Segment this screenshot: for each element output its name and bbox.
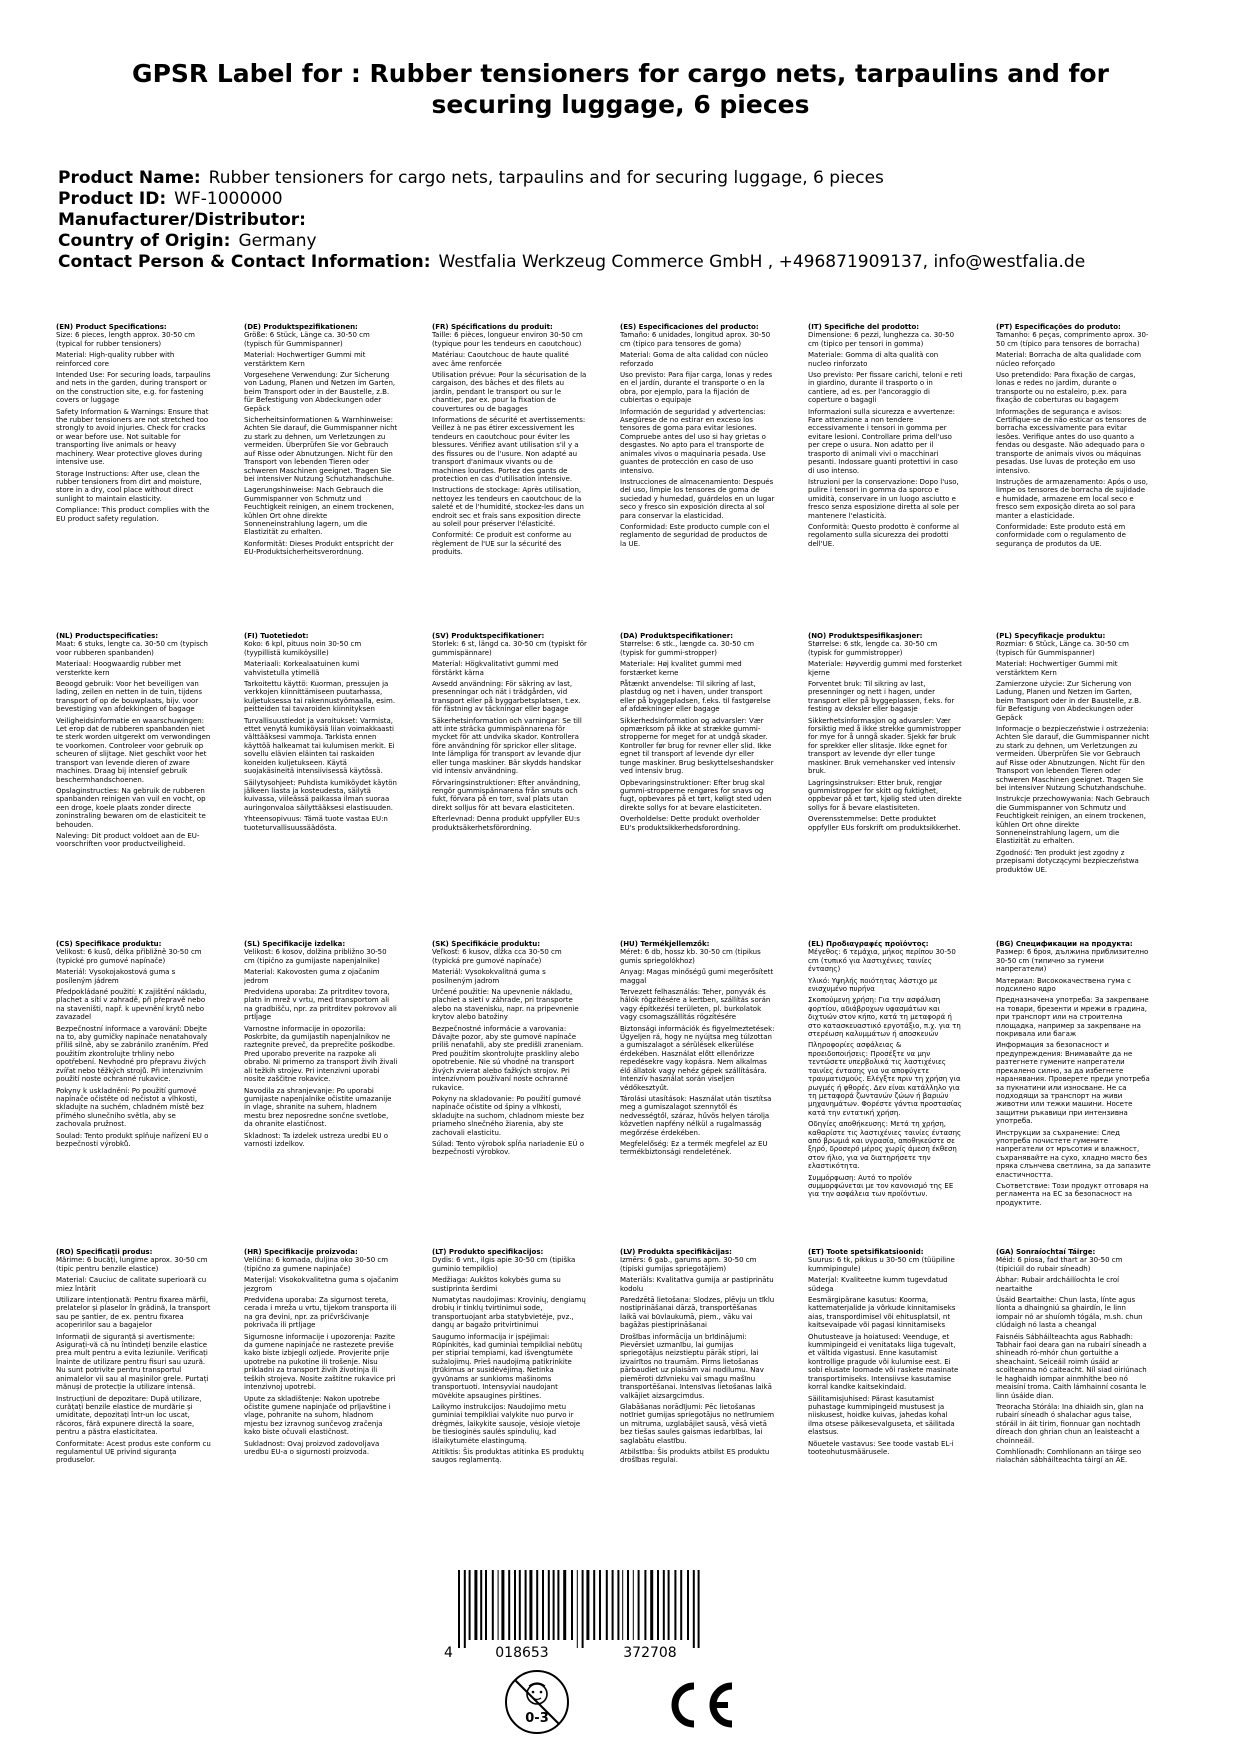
language-paragraph: Informazioni sulla sicurezza e avvertenze: Fare attenzione a non tendere eccessivamente i tensori in gomma per evitare lesioni. Controllare prima dell'uso per crepe o usura. Non adatto per il trasporto di animali vivi o macchinari pesanti. Indossare guanti protettivi in caso di uso intenso.: [808, 407, 958, 475]
language-heading: (CS) Specifikace produktu:: [56, 940, 162, 948]
language-paragraph: Atbilstība: Šis produkts atbilst ES produktu drošības regulai.: [620, 1447, 770, 1465]
barcode-bar: [469, 1570, 471, 1640]
product-id-value: WF-1000000: [174, 189, 283, 209]
language-paragraph: Intended Use: For securing loads, tarpaulins and nets in the garden, during transport or on the construction site, e.g. for fastening covers or luggage: [56, 371, 211, 405]
language-paragraph: Storlek: 6 st, längd ca. 30-50 cm (typiskt för gummispännare): [432, 640, 587, 657]
language-block: [620, 940, 775, 1160]
barcode-bar: [557, 1570, 559, 1640]
barcode-bar: [606, 1570, 608, 1640]
language-paragraph: Förvaringsinstruktioner: Efter användning, rengör gummispännarena från smuts och fukt, förvara på en torr, sval plats utan direkt solljus för att bevara elasticiteten.: [432, 778, 581, 812]
language-block: [56, 1248, 211, 1468]
barcode-bar: [501, 1570, 504, 1640]
contact-value: Westfalia Werkzeug Commerce GmbH , +496871909137, info@westfalia.de: [438, 252, 1086, 272]
language-block: [620, 632, 775, 835]
language-block: [808, 323, 963, 551]
language-paragraph: Informații de siguranță și avertismente: Asigurați-vă că nu întindeți benzile elastice prea mult pentru a evita leziunile. Verificați înainte de utilizare pentru fisuri sau uzură. Nu sunt potrivite pentru transportul animalelor vii sau al mașinilor grele. Purtați mănuși de protecție la utilizare intensă.: [56, 1332, 209, 1392]
language-block: [808, 1248, 963, 1459]
language-paragraph: Οδηγίες αποθήκευσης: Μετά τη χρήση, καθαρίστε τις λαστιχένιες ταινίες έντασης από βρωμιά και υγρασία, αποθηκεύστε σε ξηρό, δροσερό μέρος χωρίς άμεση έκθεση στον ήλιο, για να διατηρήσετε την ελαστικότητα.: [808, 1120, 962, 1171]
language-paragraph: Méid: 6 píosa, fad thart ar 30-50 cm (tipiciúil do rubair síneadh): [996, 1256, 1123, 1273]
language-heading: (IT) Specifiche del prodotto:: [808, 323, 920, 331]
barcode-bar: [687, 1570, 689, 1640]
language-paragraph: Informacje o bezpieczeństwie i ostrzeżenia: Achten Sie darauf, die Gummispanner nicht zu stark zu dehnen, um Verletzungen zu vermeiden. Überprüfen Sie vor Gebrauch auf Risse oder Abnutzungen. Nicht für den Transport von lebenden Tieren oder schweren Maschinen geeignet. Tragen Sie bei intensiver Nutzung Schutzhandschuhe.: [996, 725, 1150, 792]
language-paragraph: Sikkerhetsinformasjon og advarsler: Vær forsiktig med å ikke strekke gummistropper for mye for å unngå skader. Sjekk før bruk for sprekker eller slitasje. Ikke egnet for transport av levende dyr eller tunge maskiner. Bruk vernehansker ved intensiv bruk.: [808, 716, 962, 776]
language-paragraph: Πληροφορίες ασφάλειας & προειδοποιήσεις: Προσέξτε να μην τεντώσετε υπερβολικά τις λαστιχένιες ταινίες έντασης για να αποφύγετε τραυματισμούς. Ελέγξτε πριν τη χρήση για ρωγμές ή φθορές. Δεν είναι κατάλληλο για τη μεταφορά ζωντανών ζώων ή βαριών μηχανημάτων. Φορέστε γάντια προστασίας κατά την εντατική χρήση.: [808, 1041, 962, 1117]
language-paragraph: Paredzētā lietošana: Slodzes, plēvju un tīklu nostiprināšanai dārzā, transportēšanas laikā vai būvlaukumā, piem., vāku vai bagāžas piestiprināšanai: [620, 1296, 775, 1330]
language-paragraph: Rozmiar: 6 Stück, Länge ca. 30-50 cm (typisch für Gummispanner): [996, 640, 1129, 657]
language-heading: (HU) Termékjellemzők:: [620, 940, 710, 948]
language-heading: (LV) Produkta specifikācijas:: [620, 1248, 732, 1256]
barcode-bar: [693, 1570, 695, 1648]
language-heading: (ET) Toote spetsifikatsioonid:: [808, 1248, 924, 1256]
language-heading: (ES) Especificaciones del producto:: [620, 323, 759, 331]
language-paragraph: Drošības informācija un brīdinājumi: Pievērsiet uzmanību, lai gumijas spriegotājus neizstieptu pārāk stipri, lai izvairītos no traumām. Pirms lietošanas pārbaudiet uz plaisām vai nodilumu. Nav piemēroti dzīvnieku vai smagu mašīnu transportēšanai. Intensīvas lietošanas laikā valkājiet aizsargcimdus.: [620, 1332, 772, 1400]
language-heading: (LT) Produkto specifikacijos:: [432, 1248, 544, 1256]
barcode-bar: [542, 1570, 544, 1640]
country-value: Germany: [238, 231, 317, 251]
language-paragraph: Súlad: Tento výrobok spĺňa nariadenie EÚ o bezpečnosti výrobkov.: [432, 1139, 585, 1157]
barcode-bar: [657, 1570, 659, 1640]
language-paragraph: Instrucțiuni de depozitare: După utilizare, curățați benzile elastice de murdărie și umiditate, depozitați într-un loc uscat, răcoros, fără expunere directă la soare, pentru a păstra elasticitatea.: [56, 1394, 202, 1437]
language-paragraph: Konformität: Dieses Produkt entspricht der EU-Produktsicherheitsverordnung.: [244, 539, 394, 557]
language-paragraph: Laikymo instrukcijos: Naudojimo metu guminiai tempikliai valykite nuo purvo ir drėgmės, laikykite sausoje, vėsioje vietoje be tiesioginės saulės spindulių, kad išlaikytumėte elastingumą.: [432, 1402, 581, 1445]
language-paragraph: Información de seguridad y advertencias: Asegúrese de no estirar en exceso los tensores de goma para evitar lesiones. Compruebe antes del uso si hay grietas o desgastes. No apto para el transporte de animales vivos o maquinaria pesada. Use guantes de protección en caso de uso intensivo.: [620, 407, 766, 475]
barcode-bars: [458, 1570, 700, 1648]
language-paragraph: Comhlíonadh: Comhlíonann an táirge seo rialachán sábháilteachta táirgí an AE.: [996, 1447, 1142, 1465]
language-paragraph: Utilizare intenționată: Pentru fixarea mărfii, prelatelor și plaselor în grădină, la transport sau pe șantier, de ex. pentru fixarea acoperirilor sau a bagajelor: [56, 1296, 211, 1330]
language-block: [432, 940, 587, 1160]
language-block: [996, 1248, 1151, 1468]
barcode-bar: [464, 1570, 466, 1648]
language-paragraph: Beoogd gebruik: Voor het beveiligen van lading, zeilen en netten in de tuin, tijdens transport of op de bouwplaats, bijv. voor bevestiging van afdekkingen of bagage: [56, 680, 203, 714]
barcode-bar: [480, 1570, 482, 1640]
language-block: [244, 323, 399, 560]
language-heading: (NL) Productspecificaties:: [56, 632, 159, 640]
language-paragraph: Turvallisuustiedot ja varoitukset: Varmista, ettet venytä kumiköysiä liian voimakkaasti välttääksesi vammoja. Tarkista ennen käyttöä halkeamat tai kulumisen merkit. Ei sovellu elävien eläinten tai raskaiden koneiden kuljetukseen. Käytä suojakäsineitä intensiivisessä käytössä.: [244, 716, 395, 776]
language-paragraph: Sukladnost: Ovaj proizvod zadovoljava uredbu EU-a o sigurnosti proizvoda.: [244, 1439, 380, 1456]
barcode-bar: [593, 1570, 595, 1640]
language-heading: (DA) Produktspecifikationer:: [620, 632, 734, 640]
language-paragraph: Storage Instructions: After use, clean the rubber tensioners from dirt and moisture, store in a dry, cool place without direct sunlight to maintain elasticity.: [56, 469, 202, 503]
language-paragraph: Bezpečnostní informace a varování: Dbejte na to, aby gumičky napínače nenatahovaly příliš silně, aby se zabránilo zraněním. Před použitím zkontrolujte trhliny nebo opotřebení. Nevhodné pro přepravu živých zvířat nebo těžkých strojů. Při intenzivním použití noste ochranné rukavice.: [56, 1024, 209, 1084]
language-paragraph: Velikost: 6 kusů, délka přibližně 30-50 cm (typické pro gumové napínače): [56, 948, 202, 965]
language-paragraph: Materiaali: Korkealaatuinen kumi vahvistetulla ytimellä: [244, 660, 360, 677]
language-paragraph: Materiał: Hochwertiger Gummi mit verstärktem Kern: [996, 660, 1118, 677]
language-paragraph: Compliance: This product complies with the EU product safety regulation.: [56, 506, 210, 523]
language-paragraph: Tervezett felhasználás: Teher, ponyvák és hálók rögzítésére a kertben, szállítás során vagy építkezési területen, pl. burkolatok vagy csomagszállítás rögzítésére: [620, 988, 771, 1022]
language-paragraph: Overensstemmelse: Dette produktet oppfyller EUs forskrift om produktsikkerhet.: [808, 815, 961, 832]
language-paragraph: Medžiaga: Aukštos kokybės guma su sustiprinta šerdimi: [432, 1276, 561, 1293]
language-block: [620, 323, 775, 551]
language-paragraph: Съответствие: Този продукт отговаря на регламента на ЕС за безопасност на продуктите.: [996, 1181, 1149, 1207]
language-paragraph: Určené použitie: Na upevnenie nákladu, plachiet a sietí v záhrade, pri transporte alebo na stavenisku, napr. na pripevnenie krytov alebo batožiny: [432, 988, 579, 1022]
language-paragraph: Nõuetele vastavus: See toode vastab EL-i tooteohutusmääruselе.: [808, 1439, 954, 1456]
language-block: [56, 940, 211, 1151]
language-paragraph: Saugumo informacija ir įspėjimai: Rūpinkitės, kad guminiai tempikliai nebūtų per stipriai tempiami, kad išvengtumėte sužalojimų. Prieš naudojimą patikrinkite įtrūkimus ar susidėvėjimą. Netinka gyvūnams ar sunkioms mašinoms transportuoti. Intensyviai naudojant mūvėkite apsaugines pirštines.: [432, 1332, 583, 1400]
country-label: Country of Origin:: [58, 231, 231, 251]
language-block: [996, 323, 1151, 551]
barcode-bar: [650, 1570, 653, 1640]
language-paragraph: Størrelse: 6 stk., længde ca. 30-50 cm (typisk for gummi-stropper): [620, 640, 755, 657]
language-heading: (RO) Specificații produs:: [56, 1248, 153, 1256]
language-paragraph: Mărime: 6 bucăți, lungime aprox. 30-50 cm (tipic pentru benzile elastice): [56, 1256, 208, 1273]
language-paragraph: Eesmärgipärane kasutus: Koorma, kattematerjalide ja võrkude kinnitamiseks aias, transpordimisel või ehitusplatsil, nt kaitsevaipade või pagasi kinnitamiseks: [808, 1296, 956, 1330]
language-paragraph: Naleving: Dit product voldoet aan de EU-voorschriften voor productveiligheid.: [56, 831, 200, 849]
barcode-bar: [668, 1570, 670, 1640]
barcode-bar: [617, 1570, 619, 1640]
language-paragraph: Safety Information & Warnings: Ensure that the rubber tensioners are not stretched too strongly to avoid injuries. Check for cracks or wear before use. Not suitable for transporting live animals or heavy machinery. Wear protective gloves during intensive use.: [56, 407, 209, 467]
barcode-bar: [529, 1570, 532, 1640]
barcode-bar: [514, 1570, 516, 1640]
language-paragraph: Размер: 6 броя, дължина приблизително 30-50 cm (типично за гумени напрегатели): [996, 948, 1149, 974]
language-paragraph: Μέγεθος: 6 τεμάχια, μήκος περίπου 30-50 cm (τυπικό για λαστιχένιες ταινίες έντασης): [808, 948, 956, 974]
language-block: [56, 323, 211, 526]
language-heading: (PT) Especificações do produto:: [996, 323, 1121, 331]
barcode-bar: [663, 1570, 665, 1640]
product-name-value: Rubber tensioners for cargo nets, tarpaulins and for securing luggage, 6 pieces: [208, 168, 884, 188]
barcode-bar: [498, 1570, 499, 1640]
language-block: [56, 632, 211, 852]
language-paragraph: Material: Kakovosten guma z ojačanim jedrom: [244, 968, 380, 985]
language-paragraph: Säkerhetsinformation och varningar: Se till att inte sträcka gummispännarena för mycket för att undvika skador. Kontrollera före användning för sprickor eller slitage. Inte lämpliga för transport av levande djur eller tunga maskiner. Bär skydds handskar vid intensiv användning.: [432, 716, 582, 776]
language-paragraph: Lagerungshinweise: Nach Gebrauch die Gummispanner von Schmutz und Feuchtigkeit reinigen, an einem trockenen, kühlen Ort ohne direkte Sonneneinstrahlung lagern, um die Elastizität zu erhalten.: [244, 486, 394, 537]
language-paragraph: Sicherheitsinformationen & Warnhinweise: Achten Sie darauf, die Gummispanner nicht zu stark zu dehnen, um Verletzungen zu vermeiden. Überprüfen Sie vor Gebrauch auf Risse oder Abnutzungen. Nicht für den Transport von lebenden Tieren oder schweren Maschinen geeignet. Tragen Sie bei intensiver Nutzung Schutzhandschuhe.: [244, 416, 398, 483]
manufacturer-row: [58, 210, 1085, 231]
language-paragraph: Yhteensopivuus: Tämä tuote vastaa EU:n tuoteturvallisuussäädösta.: [244, 815, 388, 832]
barcode-bar: [485, 1570, 487, 1640]
language-paragraph: Предназначена употреба: За закрепване на товари, брезенти и мрежи в градина, при транспорт или на строителна площадка, например за закрепване на покривала или багаж: [996, 996, 1149, 1039]
language-paragraph: Zgodność: Ten produkt jest zgodny z przepisami dotyczącymi bezpieczeństwa produktów UE.: [996, 848, 1139, 874]
age-label: 0-3: [525, 1711, 549, 1726]
barcode-bar: [474, 1570, 477, 1640]
language-paragraph: Size: 6 pieces, length approx. 30-50 cm (typical for rubber tensioners): [56, 331, 195, 348]
language-paragraph: Velikost: 6 kosov, dolžina približno 30-50 cm (tipično za gumijaste napenjalnike): [244, 948, 387, 965]
language-paragraph: Veiligheidsinformatie en waarschuwingen: Let erop dat de rubberen spanbanden niet te sterk worden uitgerekt om verwondingen te voorkomen. Controleer voor gebruik op scheuren of slijtage. Niet geschikt voor het transport van levende dieren of zware machines. Draag bij intensief gebruik beschermhandschoenen.: [56, 716, 211, 784]
barcode-bar: [519, 1570, 521, 1640]
language-paragraph: Sigurnosne informacije i upozorenja: Pazite da gumene napinjače ne rastezete previše kako biste izbjegli ozljede. Provjerite prije upotrebe na pukotine ili trošenje. Nisu prikladni za transport živih životinja ili teških strojeva. Nosite zaštitne rukavice pri intenzivnoj upotrebi.: [244, 1332, 396, 1392]
language-paragraph: Varnostne informacije in opozorila: Poskrbite, da gumijastih napenjalnikov ne raztegnite preveč, da preprečite poškodbe. Pred uporabo preverite na razpoke ali obrabo. Ni primerno za transport živih živali ali težkih strojev. Pri intenzivni uporabi nosite zaščitne rokavice.: [244, 1024, 398, 1084]
language-paragraph: Conformité: Ce produit est conforme au règlement de l'UE sur la sécurité des produits.: [432, 531, 572, 557]
language-paragraph: Předpokládané použití: K zajištění nákladu, plachet a sítí v zahradě, při přepravě nebo na staveništi, např. k upevnění krytů nebo zavazadel: [56, 988, 207, 1022]
language-paragraph: Информация за безопасност и предупреждения: Внимавайте да не разтегнете гумените напрегатели прекалено силно, за да избегнете наранявания. Проверете преди употреба за пукнатини или износване. Не са подходящи за транспорт на живи животни или тежки машини. Носете защитни ръкавици при интензивна употреба.: [996, 1041, 1150, 1126]
barcode-bar: [698, 1570, 700, 1648]
language-heading: (NO) Produktspesifikasjoner:: [808, 632, 923, 640]
language-paragraph: Uso previsto: Para fijar carga, lonas y redes en el jardín, durante el transporte o en la obra, por ejemplo, para la fijación de cubiertas o equipaje: [620, 371, 773, 405]
barcode-bar: [644, 1570, 646, 1640]
language-block: [808, 940, 963, 1202]
language-paragraph: Avsedd användning: För säkring av last, presenningar och nät i trädgården, vid transport eller på byggarbetsplatsen, t.ex. för fästning av täckningar eller bagage: [432, 680, 581, 714]
language-paragraph: Méret: 6 db, hossz kb. 30-50 cm (tipikus gumis spriegolókhoz): [620, 948, 761, 965]
language-paragraph: Dimensione: 6 pezzi, lunghezza ca. 30-50 cm (tipico per tensori in gomma): [808, 331, 955, 348]
language-paragraph: Bezpečnostné informácie a varovania: Dávajte pozor, aby ste gumové napínače príliš nenaťahli, aby ste predišli zraneniam. Pred použitím skontrolujte praskliny alebo opotrebenie. Nie sú vhodné na transport živých zvierat alebo ťažkých strojov. Pri intenzívnom používaní noste ochranné rukavice.: [432, 1024, 584, 1092]
language-paragraph: Størrelse: 6 stk, lengde ca. 30-50 cm (typisk for gummistropper): [808, 640, 938, 657]
barcode-bar: [571, 1570, 573, 1640]
product-name-label: Product Name:: [58, 168, 201, 188]
language-heading: (SV) Produktspecifikationer:: [432, 632, 545, 640]
language-paragraph: Numatytas naudojimas: Krovinių, dengiamų drobių ir tinklų tvirtinimui sode, transportuojant arba statybvietėje, pvz., dangų ar bagažo pritvirtinimui: [432, 1296, 586, 1330]
language-block: [244, 1248, 399, 1459]
barcode-bar: [674, 1570, 676, 1640]
language-paragraph: Material: Högkvalitativt gummi med förstärkt kärna: [432, 660, 559, 677]
language-paragraph: Vorgesehene Verwendung: Zur Sicherung von Ladung, Planen und Netzen im Garten, beim Transport oder in der Baustelle, z.B. für Befestigung von Abdeckungen oder Gepäck: [244, 371, 396, 413]
language-block: [244, 632, 399, 835]
barcode-bar: [577, 1570, 578, 1648]
language-block: [996, 632, 1151, 877]
barcode-bar: [582, 1570, 584, 1648]
barcode-bar: [586, 1570, 589, 1640]
language-heading: (GA) Sonraíochtaí Táirge:: [996, 1248, 1096, 1256]
language-paragraph: Opslaginstructies: Na gebruik de rubberen spanbanden reinigen van vuil en vocht, op een droge, koele plaats zonder directe zoninstraling bewaren om de elasticiteit te behouden.: [56, 786, 206, 829]
language-paragraph: Glabāšanas norādījumi: Pēc lietošanas notīriet gumijas spriegotājus no netīrumiem un mitruma, uzglabājiet sausā, vēsā vietā bez tiešas saules gaismas iedarbības, lai saglabātu elastību.: [620, 1402, 775, 1445]
language-paragraph: Predviđena uporaba: Za sigurnost tereta, cerada i mreža u vrtu, tijekom transporta ili na gra đevini, npr. za pričvršćivanje pokrivača ili prtljage: [244, 1296, 397, 1330]
language-paragraph: Påtænkt anvendelse: Til sikring af last, plastdug og net i haven, under transport eller på byggepladsen, f.eks. til fastgørelse af afdækninger eller bagage: [620, 680, 771, 714]
language-block: [432, 632, 587, 835]
language-block: [432, 1248, 587, 1468]
language-paragraph: Συμμόρφωση: Αυτό το προϊόν συμμορφώνεται με τον κανονισμό της ΕΕ για την ασφάλεια των προϊόντων.: [808, 1173, 954, 1199]
language-paragraph: Lagringsinstrukser: Etter bruk, rengjør gummistropper for skitt og fuktighet, oppbevar på et tørt, kjølig sted uten direkte sollys for å bevare elastisiteten.: [808, 778, 962, 812]
language-paragraph: Megfelelőség: Ez a termék megfelel az EU termékbiztonsági rendeletének.: [620, 1139, 768, 1157]
barcode-first-digit: 4: [444, 1645, 453, 1660]
language-paragraph: Materiál: Vysokojakostová guma s posíleným jádrem: [56, 968, 176, 985]
barcode-bar: [627, 1570, 629, 1640]
language-paragraph: Informações de segurança e avisos: Certifique-se de não esticar os tensores de borracha excessivamente para evitar lesões. Verifique antes do uso quanto a fendas ou desgaste. Não adequado para o transporte de animais vivos ou máquinas pesadas. Use luvas de proteção em uso intensivo.: [996, 407, 1147, 475]
language-paragraph: Materiál: Vysokokvalitná guma s posilneným jadrom: [432, 968, 546, 985]
language-paragraph: Úsáid Beartaithe: Chun lasta, línte agus líonta a dhaingniú sa ghairdín, le linn iompair nó ar shuíomh tógála, m.sh. chun clúdaigh nó lasta a cheangal: [996, 1296, 1143, 1330]
language-paragraph: Größe: 6 Stück, Länge ca. 30-50 cm (typisch für Gummispanner): [244, 331, 370, 348]
barcode-bar: [492, 1570, 494, 1640]
language-block: [432, 323, 587, 560]
language-paragraph: Material: Hochwertiger Gummi mit verstärktem Kern: [244, 351, 366, 368]
language-paragraph: Pokyny k uskladnění: Po použití gumové napínače očistěte od nečistot a vlhkosti, skladujte na suchém, chladném místě bez přímého slunečního světla, aby se zachovala pružnost.: [56, 1086, 204, 1129]
language-paragraph: Izmērs: 6 gab., garums apm. 30-50 cm (tipiski gumijas spriegotājiem): [620, 1256, 757, 1273]
language-paragraph: Navodila za shranjevanje: Po uporabi gumijaste napenjalnike očistite umazanije in vlage, shranite na suhem, hladnem mestu brez neposredne sončne svetlobe, da ohranite elastičnost.: [244, 1086, 392, 1129]
language-heading: (DE) Produktspezifikationen:: [244, 323, 358, 331]
language-paragraph: Atitiktis: Šis produktas atitinka ES produktų saugos reglamentą.: [432, 1447, 584, 1465]
barcode-bar: [633, 1570, 634, 1640]
language-paragraph: Istruzioni per la conservazione: Dopo l'uso, pulire i tensori in gomma da sporco e umidità, conservare in un luogo asciutto e fresco senza esposizione diretta al sole per mantenere l'elasticità.: [808, 477, 960, 520]
language-paragraph: Suurus: 6 tk, pikkus u 30-50 cm (tüüpiline kummipingule): [808, 1256, 955, 1273]
language-paragraph: Ohutusteave ja hoiatused: Veenduge, et kummipingeid ei venitataks liiga tugevalt, et vältida vigastusi. Enne kasutamist kontrollige pragude või kulumise eest. Ei sobi elusate loomade või raskete masinate transportimiseks. Intensiivse kasutamise korral kandke kaitsekindaid.: [808, 1332, 959, 1392]
language-paragraph: Veľkosť: 6 kusov, dĺžka cca 30-50 cm (typická pre gumové napínače): [432, 948, 562, 965]
language-block: [620, 1248, 775, 1468]
language-paragraph: Matériau: Caoutchouc de haute qualité avec âme renforcée: [432, 351, 569, 368]
age-warning-icon: [503, 1668, 571, 1736]
language-paragraph: Conformidade: Este produto está em conformidade com o regulamento de segurança de produtos da UE.: [996, 522, 1126, 548]
language-paragraph: Materiāls: Kvalitatīva gumija ar pastiprinātu kodolu: [620, 1276, 774, 1293]
language-heading: (EL) Προδιαγραφές προϊόντος:: [808, 940, 929, 948]
manufacturer-label: Manufacturer/Distributor:: [58, 210, 306, 230]
language-paragraph: Conformità: Questo prodotto è conforme al regolamento sulla sicurezza dei prodotti dell'UE.: [808, 522, 960, 548]
barcode: [440, 1570, 730, 1660]
language-paragraph: Uso pretendido: Para fixação de cargas, lonas e redes no jardim, durante o transporte ou no estaleiro, p.ex. para fixação de coberturas ou bagagem: [996, 371, 1136, 405]
language-block: [244, 940, 399, 1151]
language-paragraph: Tamanho: 6 peças, comprimento aprox. 30-50 cm (típico para tensores de borracha): [996, 331, 1149, 348]
barcode-bar: [548, 1570, 550, 1640]
language-paragraph: Skladnost: Ta izdelek ustreza uredbi EU o varnosti izdelkov.: [244, 1131, 389, 1148]
language-paragraph: Säilitamisjuhised: Pärast kasutamist puhastage kummipingeid mustusest ja niiskusest, hoidke kuivas, jahedas kohal ilma otsese päikesevalguseta, et säilitada elastsus.: [808, 1394, 955, 1437]
language-paragraph: Ábhar: Rubair ardcháilíochta le croí neartaithe: [996, 1276, 1120, 1293]
language-paragraph: Materiale: Høyverdig gummi med forsterket kjerne: [808, 660, 962, 677]
ce-mark-icon: [660, 1678, 738, 1732]
language-paragraph: Uso previsto: Per fissare carichi, teloni e reti in giardino, durante il trasporto o in cantiere, ad es. per l'ancoraggio di coperture o bagagli: [808, 371, 963, 405]
language-paragraph: Tarkoitettu käyttö: Kuorman, pressujen ja verkkojen kiinnittämiseen puutarhassa, kuljetuksessa tai rakennustyömaalla, esim. peitteiden tai tavaroiden kiinnityksen: [244, 680, 396, 714]
language-paragraph: Instrucciones de almacenamiento: Después del uso, limpie los tensores de goma de suciedad y humedad, guárdelos en un lugar seco y fresco sin exposición directa al sol para conservar la elasticidad.: [620, 477, 775, 520]
language-paragraph: Tamaño: 6 unidades, longitud aprox. 30-50 cm (típico para tensores de goma): [620, 331, 771, 348]
language-paragraph: Материал: Висококачествена гума с подсилено ядро: [996, 976, 1131, 994]
language-paragraph: Σκοπούμενη χρήση: Για την ασφάλιση φορτίου, αδιάβροχων υφασμάτων και διχτυών στον κήπο, κατά τη μεταφορά ή στο κατασκευαστικό εργοτάξιο, π.χ. για τη στερέωση καλυμμάτων ή αποσκευών: [808, 996, 961, 1039]
language-heading: (FI) Tuotetiedot:: [244, 632, 309, 640]
language-paragraph: Material: Borracha de alta qualidade com núcleo reforçado: [996, 351, 1142, 368]
language-paragraph: Maat: 6 stuks, lengte ca. 30-50 cm (typisch voor rubberen spanbanden): [56, 640, 208, 657]
language-paragraph: Tárolási utasítások: Használat után tisztítsa meg a gumiszalagot szennytől és nedvességtől, száraz, hűvös helyen tárolja közvetlen napfény nélkül a rugalmasság megőrzése érdekében.: [620, 1094, 772, 1137]
page-title: GPSR Label for : Rubber tensioners for cargo nets, tarpaulins and for securing luggage, 6 pieces: [132, 59, 1109, 119]
language-paragraph: Taille: 6 pièces, longueur environ 30-50 cm (typique pour les tendeurs en caoutchouc): [432, 331, 583, 348]
language-paragraph: Instructions de stockage: Après utilisation, nettoyez les tendeurs en caoutchouc de la saleté et de l'humidité, stockez-les dans un endroit sec et frais sans exposition directe au soleil pour préserver l'élasticité.: [432, 486, 584, 528]
language-paragraph: Soulad: Tento produkt splňuje nařízení EU o bezpečnosti výrobků.: [56, 1131, 209, 1148]
language-paragraph: Инструкции за съхранение: След употреба почистете гумените напрегатели от мръсотия и влажност, съхранявайте на сухо, хладно място без пряка слънчева светлина, за да запазите еластичността.: [996, 1128, 1151, 1179]
language-paragraph: Utilisation prévue: Pour la sécurisation de la cargaison, des bâches et des filets au jardin, pendant le transport ou sur le chantier, par ex. pour la fixation de couvertures ou de bagages: [432, 371, 587, 413]
product-id-label: Product ID:: [58, 189, 167, 209]
contact-row: [58, 252, 1085, 273]
barcode-bar: [536, 1570, 538, 1640]
language-paragraph: Overholdelse: Dette produkt overholder EU's produktsikkerhedsforordning.: [620, 815, 760, 832]
barcode-bar: [622, 1570, 623, 1640]
language-paragraph: Conformitate: Acest produs este conform cu regulamentul UE privind siguranța produselor.: [56, 1439, 211, 1465]
language-paragraph: Instruções de armazenamento: Após o uso, limpe os tensores de borracha de sujidade e humidade, armazene em local seco e fresco sem exposição direta ao sol para manter a elasticidade.: [996, 477, 1149, 520]
language-paragraph: Biztonsági információk és figyelmeztetések: Ügyeljen rá, hogy ne nyújtsa meg túlzottan a gumiszalagot a sérülések elkerülése érdekében. Használat előtt ellenőrizze repedésekre vagy kopásra. Nem alkalmas élő állatok vagy nehéz gépek szállítására. Intenzív használat során viseljen védőkesztyűt.: [620, 1024, 775, 1092]
barcode-bar: [458, 1570, 460, 1648]
language-paragraph: Opbevaringsinstruktioner: Efter brug skal gummi-stropperne rengøres for snavs og fugt, opbevares på et tørt, køligt sted uden direkte sollys for at bevare elasticiteten.: [620, 778, 772, 812]
language-paragraph: Material: Goma de alta calidad con núcleo reforzado: [620, 351, 769, 368]
language-heading: (SL) Specifikacije izdelka:: [244, 940, 346, 948]
language-paragraph: Veličina: 6 komada, duljina oko 30-50 cm (tipično za gumene napinjače): [244, 1256, 389, 1273]
language-paragraph: Informations de sécurité et avertissements: Veillez à ne pas étirer excessivement les tendeurs en caoutchouc pour éviter les blessures. Vérifiez avant utilisation s'il y a des fissures ou de l'usure. Non adapté au transport d'animaux vivants ou de machines lourdes. Portez des gants de protection en cas d'utilisation intensive.: [432, 416, 586, 483]
language-paragraph: Materjal: Kvaliteetne kumm tugevdatud südega: [808, 1276, 948, 1293]
language-paragraph: Dydis: 6 vnt., ilgis apie 30-50 cm (tipiška guminio tempiklio): [432, 1256, 576, 1273]
country-row: [58, 231, 1085, 252]
product-name-row: [58, 168, 1085, 189]
language-paragraph: Koko: 6 kpl, pituus noin 30-50 cm (tyypillistä kumiköysille): [244, 640, 362, 657]
language-paragraph: Υλικό: Υψηλής ποιότητας λάστιχο με ενισχυμένο πυρήνα: [808, 976, 938, 994]
language-heading: (PL) Specyfikacje produktu:: [996, 632, 1106, 640]
language-paragraph: Efterlevnad: Denna produkt uppfyller EU:s produktsäkerhetsförordning.: [432, 815, 580, 832]
language-heading: (BG) Спецификации на продукта:: [996, 940, 1133, 948]
barcode-left-group: 018653: [495, 1645, 549, 1660]
language-paragraph: Upute za skladištenje: Nakon upotrebe očistite gumene napinjače od prljavštine i vlage, pohranite na suhom, hladnom mjestu bez izravnog sunčevog zračenja kako biste očuvali elastičnost.: [244, 1394, 391, 1437]
language-paragraph: Faisnéis Sábháilteachta agus Rabhadh: Tabhair faoi deara gan na rubairí síneadh a shíneadh ró-mhór chun gortuithe a sheachaint. Seiceáil roimh úsáid ar scoilteanna nó caiteacht. Níl siad oiriúnach le haghaidh iompar ainmhithe beo nó meaisíní troma. Caith lámhainní cosanta le linn úsáide dian.: [996, 1332, 1147, 1400]
language-paragraph: Materijal: Visokokvalitetna guma s ojačanim jezgrom: [244, 1276, 399, 1293]
barcode-bar: [508, 1570, 510, 1640]
language-heading: (FR) Spécifications du produit:: [432, 323, 553, 331]
language-block: [996, 940, 1151, 1210]
language-paragraph: Material: High-quality rubber with reinforced core: [56, 351, 175, 368]
language-heading: (HR) Specifikacije proizvoda:: [244, 1248, 358, 1256]
language-paragraph: Materiale: Høj kvalitet gummi med forstærket kerne: [620, 660, 742, 677]
barcode-bar: [599, 1570, 601, 1640]
language-paragraph: Pokyny na skladovanie: Po použití gumové napínače očistite od špiny a vlhkosti, skladujte na suchom, chladnom mieste bez priameho slnečného žiarenia, aby ste zachovali elasticitu.: [432, 1094, 585, 1137]
contact-label: Contact Person & Contact Information:: [58, 252, 431, 272]
language-heading: (EN) Product Specifications:: [56, 323, 167, 331]
language-heading: (SK) Špecifikácie produktu:: [432, 940, 541, 948]
language-paragraph: Säilytysohjeet: Puhdista kumiköydet käytön jälkeen liasta ja kosteudesta, säilytä kuivassa, viileässä paikassa ilman suoraa auringonvaloa säilyttääksesi elastisuuden.: [244, 778, 397, 812]
barcode-bar: [553, 1570, 555, 1640]
language-paragraph: Treoracha Stórála: Ina dhiaidh sin, glan na rubairí síneadh ó shalachar agus taise, stóráil in áit tirim, fionnuar gan nochtadh díreach don ghrian chun an leaisteacht a choinneáil.: [996, 1402, 1144, 1445]
barcode-bar: [680, 1570, 682, 1640]
product-id-row: [58, 189, 1085, 210]
language-paragraph: Anyag: Magas minőségű gumi megerősített maggal: [620, 968, 774, 985]
language-paragraph: Materiale: Gomma di alta qualità con nucleo rinforzato: [808, 351, 939, 368]
language-paragraph: Materiaal: Hoogwaardig rubber met versterkte kern: [56, 660, 182, 677]
language-paragraph: Zamierzone użycie: Zur Sicherung von Ladung, Planen und Netzen im Garten, beim Transport oder in der Baustelle, z.B. für Befestigung von Abdeckungen oder Gepäck: [996, 680, 1142, 722]
language-paragraph: Material: Cauciuc de calitate superioară cu miez întărit: [56, 1276, 207, 1293]
product-info: [58, 168, 1085, 273]
barcode-bar: [612, 1570, 614, 1640]
barcode-bar: [638, 1570, 640, 1640]
language-paragraph: Predvidena uporaba: Za pritrditev tovora, platn in mrež v vrtu, med transportom ali na gradbišču, npr. za pritrditev pokrovov ali prtljage: [244, 988, 397, 1022]
language-block: [808, 632, 963, 835]
language-paragraph: Conformidad: Este producto cumple con el reglamento de seguridad de productos de la UE.: [620, 522, 770, 548]
language-paragraph: Instrukcje przechowywania: Nach Gebrauch die Gummispanner von Schmutz und Feuchtigkeit reinigen, an einem trockenen, kühlen Ort ohne direkte Sonneneinstrahlung lagern, um die Elastizität zu erhalten.: [996, 795, 1150, 846]
language-paragraph: Forventet bruk: Til sikring av last, presenninger og nett i hagen, under transport eller på byggeplassen, f.eks. for festing av deksler eller bagasje: [808, 680, 955, 714]
barcode-bar: [563, 1570, 566, 1640]
barcode-bar: [525, 1570, 527, 1640]
barcode-right-group: 372708: [623, 1645, 677, 1660]
language-paragraph: Sikkerhedsinformation og advarsler: Vær opmærksom på ikke at strække gummi-stropperne for meget for at undgå skader. Kontroller før brug for revner eller slid. Ikke egnet til transport af levende dyr eller tunge maskiner. Brug beskyttelseshandsker ved intensiv brug.: [620, 716, 774, 776]
